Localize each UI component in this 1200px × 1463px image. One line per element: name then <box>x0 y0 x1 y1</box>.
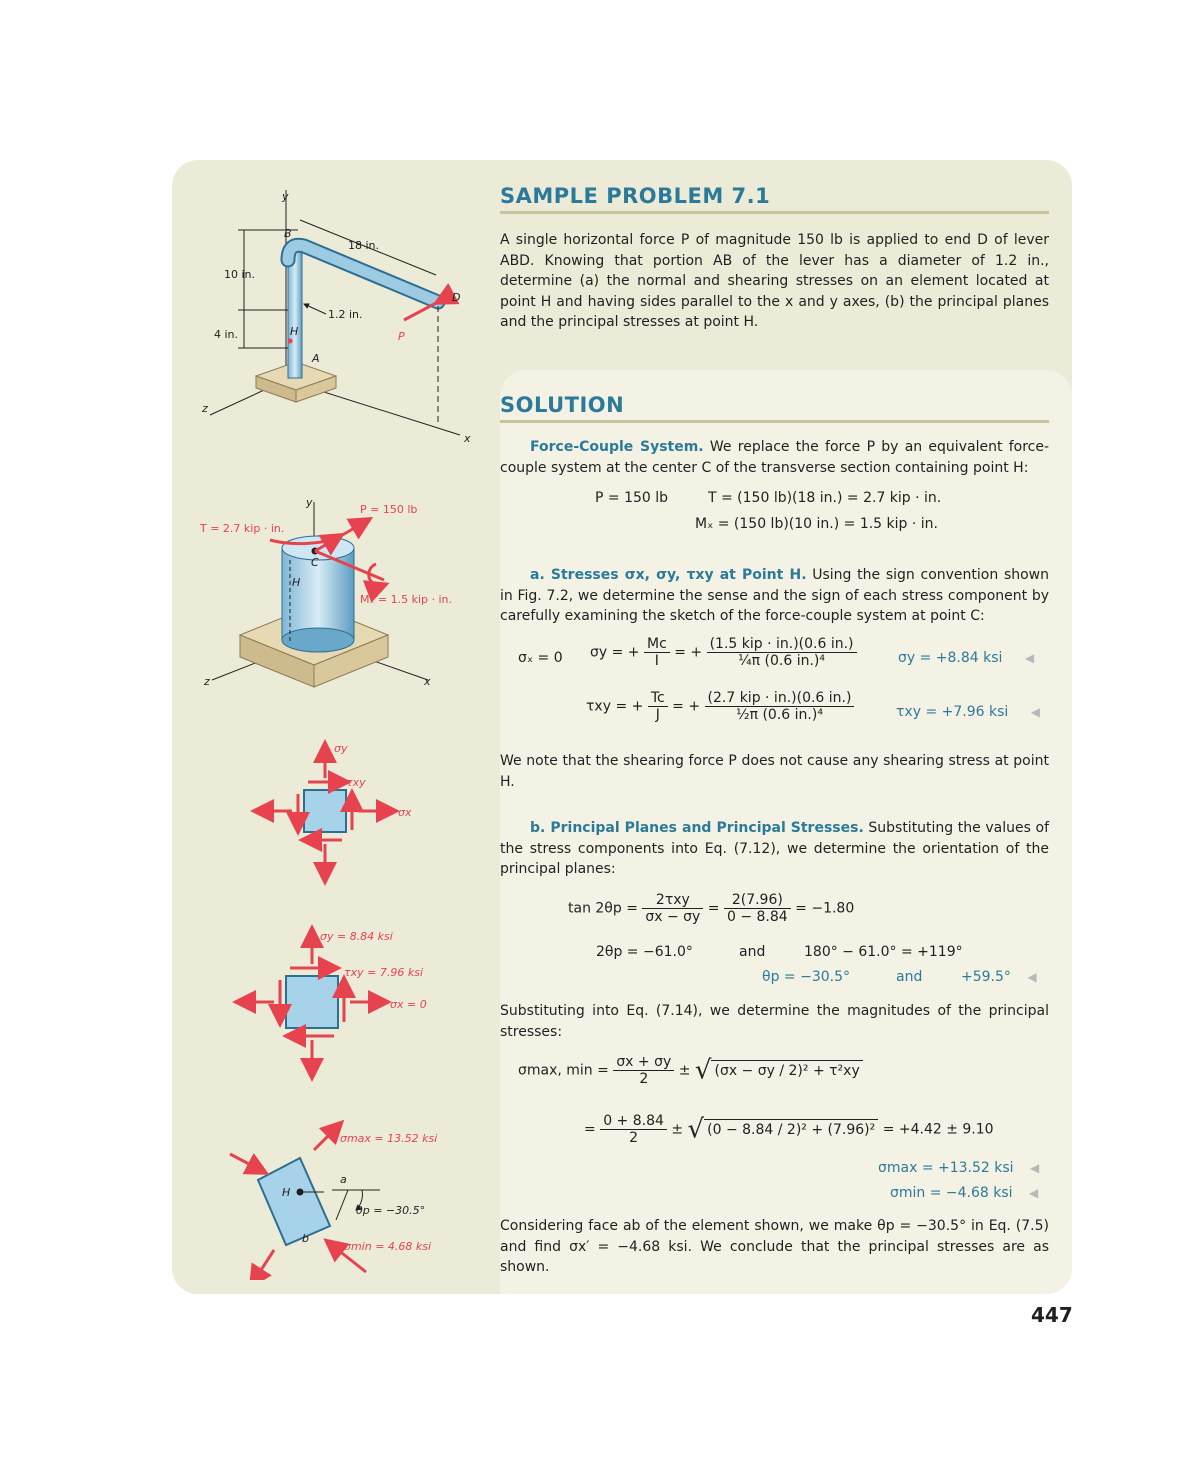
page-number: 447 <box>1031 1303 1073 1327</box>
fig5-b-label: b <box>302 1232 309 1245</box>
two-theta: 2θp = −61.0° <box>596 944 693 960</box>
force-couple-paragraph <box>500 437 1049 478</box>
fig2-T-label: T = 2.7 kip · in. <box>200 522 285 535</box>
part-b-paragraph <box>500 818 1049 880</box>
part-b-title: b. Principal Planes and Principal Stresses. <box>530 820 864 836</box>
lever-figure <box>201 190 471 445</box>
theta-answer: θp = −30.5° <box>762 969 850 985</box>
fig1-A-label: A <box>312 352 320 365</box>
substitute-paragraph: Substituting into Eq. (7.14), we determine the magnitudes of the principal stresses: <box>500 1003 1049 1040</box>
fig4-tau-xy: τxy = 7.96 ksi <box>344 966 423 979</box>
fig1-dim-12: 1.2 in. <box>328 308 363 321</box>
fig2-z-label: z <box>204 675 210 688</box>
force-couple-text: We replace the force P by an equivalent force-couple system at the center C of the transverse section containing point H: <box>500 439 1050 476</box>
fig2-y-label: y <box>306 496 313 509</box>
principal-stress-figure <box>230 1124 437 1280</box>
fig2-Mx-label: Mₓ = 1.5 kip · in. <box>360 593 452 606</box>
fig5-sigma-max: σmax = 13.52 ksi <box>340 1132 438 1145</box>
fig1-H-label: H <box>290 325 299 338</box>
fig2-x-label: x <box>424 675 431 688</box>
tan-equation: tan 2θp = $\frac{\text{2τxy}}{\sigma x - \sigma y}$ = $\frac{2(7.96)}{0 - 8.84}$ = −1.80 <box>568 892 855 925</box>
fig1-B-label: B <box>284 227 292 240</box>
fig2-C-label: C <box>311 556 319 569</box>
problem-title: SAMPLE PROBLEM 7.1 <box>500 184 1049 214</box>
fig1-dim-18: 18 in. <box>348 239 380 252</box>
solution-title: SOLUTION <box>500 393 1049 423</box>
fig1-P-label: P <box>398 330 405 343</box>
tau-xy-equation: τxy = + $\frac{Tc}{J}$ = + $\frac{\text{(2.7 kip · in.)(0.6 in.)}}{\text{½π (0.6 in.)⁴}}$ <box>586 690 854 723</box>
sigma-x-zero: σₓ = 0 <box>518 650 563 666</box>
fig5-H-label: H <box>282 1186 291 1199</box>
part-a-paragraph <box>500 565 1049 627</box>
sigma-min-answer: σmin = −4.68 ksi ◀ <box>890 1185 1039 1201</box>
stress-element-figure <box>256 742 412 880</box>
part-b-text: Substituting the values of the stress components into Eq. (7.12), we determine the orientation of the principal planes: <box>500 820 1049 877</box>
fig5-a-label: a <box>340 1173 347 1186</box>
fig3-sigma-x: σx <box>398 806 412 819</box>
conclusion-paragraph: Considering face ab of the element shown, we make θp = −30.5° in Eq. (7.5) and find σx′ = −4.68 ksi. We conclude that the principal stresses are as shown. <box>500 1218 1049 1275</box>
fig1-dim-10: 10 in. <box>224 268 256 281</box>
fig1-z-label: z <box>202 402 208 415</box>
part-a-title: a. Stresses σx, σy, τxy at Point H. <box>530 567 807 583</box>
and-word: and <box>739 944 766 960</box>
eq-T: T = (150 lb)(18 in.) = 2.7 kip · in. <box>708 490 942 506</box>
theta-and: and <box>896 969 923 985</box>
fig3-sigma-y: σy <box>334 742 348 755</box>
fig2-P-label: P = 150 lb <box>360 503 418 516</box>
fig1-x-label: x <box>464 432 471 445</box>
fig5-sigma-min: σmin = 4.68 ksi <box>344 1240 432 1253</box>
theta-answer-2: +59.5° ◀ <box>961 969 1037 985</box>
eq-P: P = 150 lb <box>595 490 669 506</box>
fig4-sigma-x: σx = 0 <box>390 998 427 1011</box>
tau-xy-answer: τxy = +7.96 ksi ◀ <box>896 704 1040 720</box>
figures-svg <box>190 180 490 1280</box>
fig1-D-label: D <box>452 291 461 304</box>
sigma-max-answer: σmax = +13.52 ksi ◀ <box>878 1160 1040 1176</box>
sigma-y-equation: σy = + $\frac{Mc}{I}$ = + $\frac{\text{(1.5 kip · in.)(0.6 in.)}}{\text{¼π (0.6 in.)⁴}}$ <box>590 636 857 669</box>
stress-values-figure <box>238 930 427 1076</box>
alt-angle: 180° − 61.0° = +119° <box>804 944 963 960</box>
force-couple-title: Force-Couple System. <box>530 439 704 455</box>
sigma-maxmin-formula: σmax, min = $\frac{\sigma x + \sigma y}{2}$ ± √ (σx − σy / 2)² + τ²xy <box>518 1054 863 1087</box>
note-paragraph: We note that the shearing force P does not cause any shearing stress at point H. <box>500 753 1049 790</box>
fig1-y-label: y <box>282 190 289 203</box>
part-a-text: Using the sign convention shown in Fig. 7.2, we determine the sense and the sign of each stress component by carefully examining the sketch of the force-couple system at point C: <box>500 567 1049 624</box>
eq-Mx: Mₓ = (150 lb)(10 in.) = 1.5 kip · in. <box>695 516 938 532</box>
fig5-theta: θp = −30.5° <box>356 1204 426 1217</box>
sigma-maxmin-numeric: = $\frac{0 + 8.84}{2}$ ± √ (0 − 8.84 / 2)² + (7.96)² = +4.42 ± 9.10 <box>584 1113 994 1146</box>
force-couple-figure <box>199 496 452 688</box>
fig3-tau-xy: τxy <box>346 776 366 789</box>
sigma-y-answer: σy = +8.84 ksi ◀ <box>898 650 1035 666</box>
fig2-H-label: H <box>292 576 301 589</box>
figure-column <box>190 180 490 1280</box>
fig4-sigma-y: σy = 8.84 ksi <box>320 930 393 943</box>
fig1-dim-4: 4 in. <box>214 328 239 341</box>
problem-statement: A single horizontal force P of magnitude 150 lb is applied to end D of lever ABD. Knowing that portion AB of the lever has a diameter of 1.2 in., determine (a) the normal and shearing stresses on an element located at point H and having sides parallel to the x and y axes, (b) the principal planes and the principal stresses at point H. <box>500 232 1049 330</box>
